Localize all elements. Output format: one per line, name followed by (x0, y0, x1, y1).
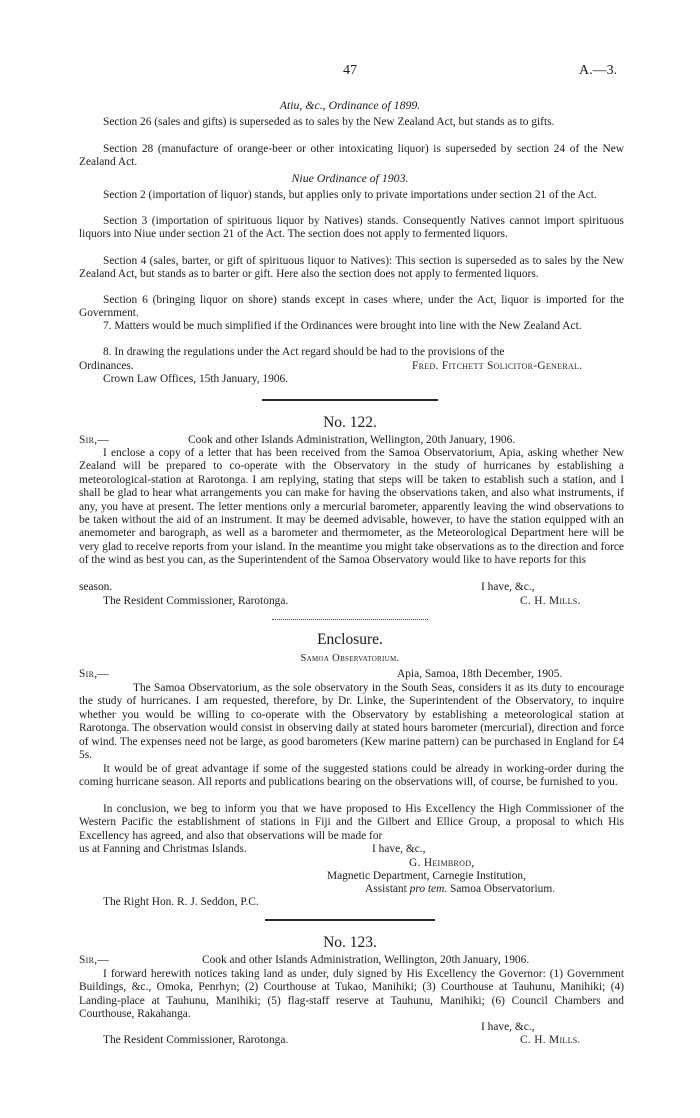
letter-123-closing: I have, &c., (481, 1021, 535, 1033)
letter-122-recipient: The Resident Commissioner, Rarotonga. (103, 595, 289, 607)
enclosure-paragraph-2: It would be of great advantage if some of the suggested stations could be already in working-order during the coming hurricane season. All reports and publications bearing on the observations will, of course, be furnished to you. (79, 763, 624, 789)
niue-paragraph-5: 7. Matters would be much simplified if the Ordinances were brought into line with the New Zealand Act. (103, 320, 582, 332)
niue-paragraph-1: Section 2 (importation of liquor) stands, but applies only to private importations under section 21 of the Act. (103, 189, 597, 201)
letter-122-body: I enclose a copy of a letter that has been received from the Samoa Observatorium, Apia, asking whether New Zealand will be prepared to co-operate with the Observatory in the study of hurricanes by establishing a meteorological-station at Rarotonga. I am replying, stating that steps will be taken to establish such a station, and I shall be glad to hear what arrangements you can make for having the observations taken, and also what instruments, if any, you have at present. The letter mentions only a mercurial barometer, apparently leaving the wind observations to be taken without the aid of an instrument. It may be deemed advisable, however, to have the station equipped with an anemometer and barograph, as well as a barometer and thermometer, as the Meteorological Department here will be very glad to receive reports from your island. In the meantime you might take observations as to the direction and force of the wind as best you can, as the Superintendent of the Samoa Observatory would like to have reports for this (79, 447, 624, 567)
letter-123-recipient: The Resident Commissioner, Rarotonga. (103, 1034, 289, 1046)
enclosure-signer-title-c: Samoa Observatorium. (447, 883, 556, 895)
enclosure-signer-title-a: Assistant (365, 883, 410, 895)
enclosure-signer-title-b: pro tem. (409, 883, 448, 895)
atiu-paragraph-1: Section 26 (sales and gifts) is superseded as to sales by the New Zealand Act, but stands as to gifts. (103, 116, 555, 128)
enclosure-paragraph-3-end: us at Fanning and Christmas Islands. (79, 843, 247, 855)
letter-123-salutation: Sir,— (79, 954, 110, 966)
niue-paragraph-3: Section 4 (sales, barter, or gift of spirituous liquor to Natives): This section is superseded as to sales by the New Zealand Act, but stands as to barter or gift. Here also the section does not apply to fermented liquors. (79, 255, 624, 281)
atiu-paragraph-2: Section 28 (manufacture of orange-beer or other intoxicating liquor) is superseded by section 24 of the New Zealand Act. (79, 143, 624, 169)
niue-paragraph-6: 8. In drawing the regulations under the Act regard should be had to the provisions of the (103, 346, 505, 358)
letter-122-closing: I have, &c., (481, 581, 535, 593)
enclosure-closing: I have, &c., (372, 843, 426, 855)
enclosure-divider (272, 619, 428, 620)
enclosure-heading: Enclosure. (317, 631, 383, 648)
page-number: 47 (343, 63, 357, 78)
letter-122-salutation: Sir,— (79, 434, 110, 446)
letter-122-address: Cook and other Islands Administration, Wellington, 20th January, 1906. (188, 434, 516, 446)
letter-122-signer: C. H. Mills. (520, 595, 581, 607)
enclosure-recipient: The Right Hon. R. J. Seddon, P.C. (103, 896, 259, 908)
enclosure-salutation: Sir,— (79, 668, 110, 680)
crown-law-dateline: Crown Law Offices, 15th January, 1906. (103, 373, 289, 385)
letter-123-address: Cook and other Islands Administration, Wellington, 20th January, 1906. (202, 954, 530, 966)
niue-paragraph-2: Section 3 (importation of spirituous liquor by Natives) stands. Consequently Natives cannot import spirituous liquors into Niue under section 21 of the Act. The section does not apply to fermented liquors. (79, 215, 624, 241)
niue-paragraph-6-end: Ordinances. (79, 360, 134, 372)
niue-ordinance-title: Niue Ordinance of 1903. (291, 171, 409, 185)
letter-123-heading: No. 123. (323, 934, 377, 951)
section-divider-2 (265, 919, 435, 921)
section-divider (262, 399, 438, 401)
solicitor-general-signature: Fred. Fitchett Solicitor-General. (412, 360, 583, 372)
enclosure-signer-department: Magnetic Department, Carnegie Institution, (327, 870, 526, 882)
document-reference: A.—3. (579, 63, 618, 78)
enclosure-subheading: Samoa Observatorium. (300, 653, 400, 664)
enclosure-signer: G. Heimbrod, (409, 857, 475, 869)
enclosure-signer-title (365, 883, 555, 896)
letter-122-body-end: season. (79, 581, 113, 593)
letter-123-signer: C. H. Mills. (520, 1034, 581, 1046)
enclosure-address: Apia, Samoa, 18th December, 1905. (397, 668, 563, 680)
letter-122-heading: No. 122. (323, 414, 377, 431)
letter-123-body: I forward herewith notices taking land as under, duly signed by His Excellency the Governor: (1) Government Buildings, &c., Omoka, Penrhyn; (2) Courthouse at Tukao, Manihiki; (3) Courthouse at Tauhunu, Manihiki; (4) Landing-place at Tauhunu, Manihiki; (5) flag-staff reserve at Tauhunu, Manihiki; (6) Council Chambers and Courthouse, Rakahanga. (79, 968, 624, 1021)
niue-paragraph-4: Section 6 (bringing liquor on shore) stands except in cases where, under the Act, liquor is imported for the Government. (79, 294, 624, 320)
atiu-ordinance-title: Atiu, &c., Ordinance of 1899. (279, 98, 421, 112)
enclosure-paragraph-3: In conclusion, we beg to inform you that we have proposed to His Excellency the High Commissioner of the Western Pacific the establishment of stations in Fiji and the Gilbert and Ellice Group, a proposal to which His Excellency has agreed, and also that observations will be made for (79, 803, 624, 842)
enclosure-paragraph-1: The Samoa Observatorium, as the sole observatory in the South Seas, considers it as its duty to encourage the study of hurricanes. I am requested, therefore, by Dr. Linke, the Superintendent of the Observatory, to inquire whether you would be willing to co-operate with the Observatory by establishing a meteorological station at Rarotonga. The observation would consist in observing daily at stated hours barometer (mercurial), direction and force of wind. The expenses need not be large, as good barometers (Kew marine pattern) can be purchased in England for £4 5s. (79, 682, 624, 762)
